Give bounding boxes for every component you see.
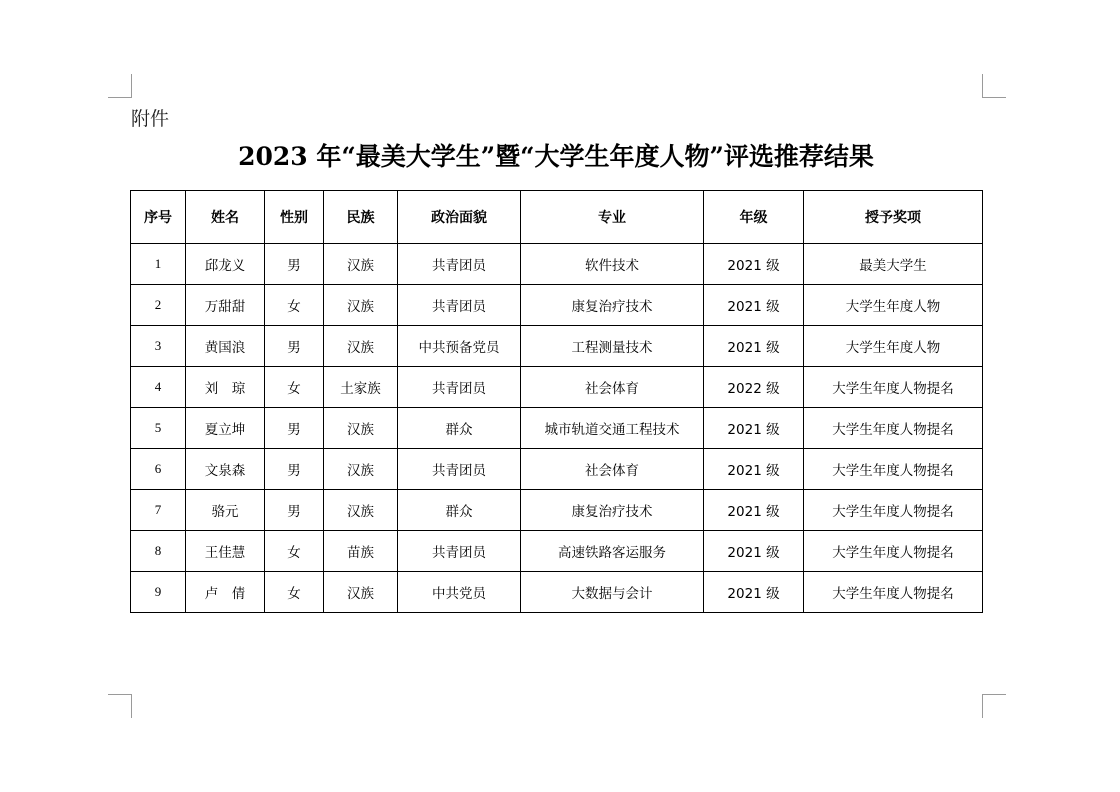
crop-mark-bottom-left — [108, 694, 132, 718]
header-major: 专业 — [521, 191, 704, 244]
cell-award: 大学生年度人物提名 — [804, 367, 983, 408]
cell-ethnicity: 汉族 — [324, 244, 398, 285]
cell-award: 大学生年度人物提名 — [804, 572, 983, 613]
cell-name: 黄国浪 — [186, 326, 265, 367]
cell-gender: 男 — [265, 326, 324, 367]
header-name: 姓名 — [186, 191, 265, 244]
cell-political-status: 共青团员 — [398, 367, 521, 408]
header-political-status: 政治面貌 — [398, 191, 521, 244]
cell-index: 7 — [131, 490, 186, 531]
cell-major: 城市轨道交通工程技术 — [521, 408, 704, 449]
crop-mark-top-left — [108, 74, 132, 98]
cell-gender: 男 — [265, 449, 324, 490]
cell-grade: 2021 级 — [704, 326, 804, 367]
table-row — [131, 408, 983, 449]
cell-gender: 女 — [265, 531, 324, 572]
cell-index: 8 — [131, 531, 186, 572]
cell-political-status: 群众 — [398, 490, 521, 531]
cell-major: 康复治疗技术 — [521, 490, 704, 531]
cell-index: 4 — [131, 367, 186, 408]
cell-political-status: 共青团员 — [398, 449, 521, 490]
header-gender: 性别 — [265, 191, 324, 244]
table-row — [131, 326, 983, 367]
cell-grade: 2021 级 — [704, 285, 804, 326]
cell-ethnicity: 汉族 — [324, 285, 398, 326]
table-row — [131, 449, 983, 490]
cell-index: 9 — [131, 572, 186, 613]
cell-index: 2 — [131, 285, 186, 326]
cell-political-status: 共青团员 — [398, 285, 521, 326]
cell-major: 社会体育 — [521, 367, 704, 408]
cell-ethnicity: 汉族 — [324, 490, 398, 531]
header-ethnicity: 民族 — [324, 191, 398, 244]
cell-gender: 男 — [265, 490, 324, 531]
cell-major: 软件技术 — [521, 244, 704, 285]
cell-index: 5 — [131, 408, 186, 449]
cell-political-status: 共青团员 — [398, 531, 521, 572]
cell-political-status: 共青团员 — [398, 244, 521, 285]
cell-political-status: 群众 — [398, 408, 521, 449]
cell-grade: 2021 级 — [704, 408, 804, 449]
cell-major: 高速铁路客运服务 — [521, 531, 704, 572]
cell-grade: 2021 级 — [704, 244, 804, 285]
cell-index: 6 — [131, 449, 186, 490]
cell-ethnicity: 汉族 — [324, 572, 398, 613]
cell-name: 万甜甜 — [186, 285, 265, 326]
table-row — [131, 531, 983, 572]
cell-award: 大学生年度人物提名 — [804, 449, 983, 490]
cell-major: 大数据与会计 — [521, 572, 704, 613]
cell-ethnicity: 土家族 — [324, 367, 398, 408]
cell-major: 工程测量技术 — [521, 326, 704, 367]
cell-award: 最美大学生 — [804, 244, 983, 285]
cell-name: 骆元 — [186, 490, 265, 531]
cell-award: 大学生年度人物提名 — [804, 531, 983, 572]
cell-gender: 女 — [265, 285, 324, 326]
cell-name: 文泉森 — [186, 449, 265, 490]
cell-ethnicity: 苗族 — [324, 531, 398, 572]
cell-major: 康复治疗技术 — [521, 285, 704, 326]
cell-ethnicity: 汉族 — [324, 326, 398, 367]
document-title: 2023 年“最美大学生”暨“大学生年度人物”评选推荐结果 — [238, 142, 874, 171]
result-table — [130, 190, 983, 613]
crop-mark-top-right — [982, 74, 1006, 98]
cell-gender: 女 — [265, 367, 324, 408]
cell-index: 3 — [131, 326, 186, 367]
cell-award: 大学生年度人物提名 — [804, 408, 983, 449]
table-row — [131, 490, 983, 531]
cell-ethnicity: 汉族 — [324, 408, 398, 449]
cell-award: 大学生年度人物 — [804, 326, 983, 367]
table-row — [131, 572, 983, 613]
cell-award: 大学生年度人物提名 — [804, 490, 983, 531]
cell-grade: 2021 级 — [704, 449, 804, 490]
attachment-label: 附件 — [131, 108, 170, 130]
cell-grade: 2021 级 — [704, 531, 804, 572]
crop-mark-bottom-right — [982, 694, 1006, 718]
header-index: 序号 — [131, 191, 186, 244]
table-header-row — [131, 191, 983, 244]
cell-name: 夏立坤 — [186, 408, 265, 449]
cell-gender: 男 — [265, 244, 324, 285]
cell-grade: 2022 级 — [704, 367, 804, 408]
cell-name: 王佳慧 — [186, 531, 265, 572]
cell-name: 邱龙义 — [186, 244, 265, 285]
cell-award: 大学生年度人物 — [804, 285, 983, 326]
cell-major: 社会体育 — [521, 449, 704, 490]
table-row — [131, 367, 983, 408]
cell-name: 卢 倩 — [186, 572, 265, 613]
table-row — [131, 244, 983, 285]
header-grade: 年级 — [704, 191, 804, 244]
cell-ethnicity: 汉族 — [324, 449, 398, 490]
cell-gender: 男 — [265, 408, 324, 449]
cell-index: 1 — [131, 244, 186, 285]
table-row — [131, 285, 983, 326]
cell-name: 刘 琼 — [186, 367, 265, 408]
cell-gender: 女 — [265, 572, 324, 613]
header-award: 授予奖项 — [804, 191, 983, 244]
cell-grade: 2021 级 — [704, 490, 804, 531]
cell-political-status: 中共党员 — [398, 572, 521, 613]
cell-political-status: 中共预备党员 — [398, 326, 521, 367]
cell-grade: 2021 级 — [704, 572, 804, 613]
